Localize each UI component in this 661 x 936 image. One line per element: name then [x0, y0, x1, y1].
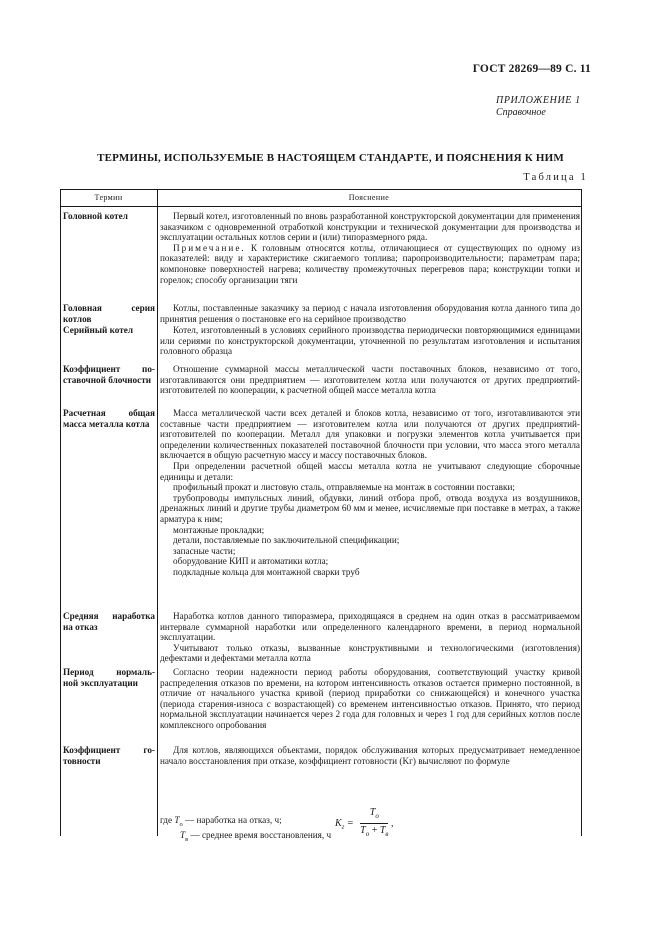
document-title: ТЕРМИНЫ, ИСПОЛЬЗУЕМЫЕ В НАСТОЯЩЕМ СТАНДАРТЕ, И ПОЯСНЕНИЯ К НИМ: [97, 152, 564, 164]
formula-tail: ,: [388, 817, 394, 829]
formula-legend: [160, 815, 331, 846]
term-head-series: [63, 303, 155, 324]
explanation-head-boiler: [160, 211, 580, 285]
legend-row: [160, 815, 331, 830]
explanation-paragraph: профильный прокат и листовую сталь, отправляемые на монтаж в состоянии поставки;: [173, 482, 515, 493]
term-line: Расчетная общая: [63, 408, 155, 418]
list-item: монтажные прокладки;: [173, 524, 265, 535]
legend-symbol: T: [174, 815, 180, 825]
explanation-normal-operation: [160, 667, 580, 731]
term-line: на отказ: [63, 621, 98, 632]
term-metal-mass: [63, 408, 155, 429]
legend-row: [160, 830, 331, 845]
table-column-divider: [157, 189, 158, 836]
formula-den-symbol: T: [379, 825, 386, 836]
term-line: Период нормаль-: [63, 667, 155, 677]
explanation-paragraph: Масса металлической части всех деталей и блоков котла, независимо от того, изготавливаются эти составные части предприятием — изготовителем котла или получаются от других предприятий-изготовителей по кооперации. Металл для упаковки и погрузки элементов котла учитывается при определении количественных показателей поставочной блочности при условии, что масса этого металла включается в общую расчетную массу и массу поставочных блоков.: [160, 408, 580, 461]
formula-fraction: [360, 807, 388, 840]
formula-plus: +: [369, 825, 380, 836]
explanation-paragraph: Котел, изготовленный в условиях серийного производства периодически повторяющимися единицами или сериями по конструкторской документации, уточненной по результатам изготовления и испытания головного образца: [160, 325, 580, 357]
legend-prefix: где: [160, 815, 175, 825]
legend-sub: в: [185, 836, 189, 844]
term-line: масса металла котла: [63, 418, 150, 429]
term-line: ной эксплуатации: [63, 677, 138, 688]
note-text: К головным относятся котлы, отличающиеся от существующих по одному из показателей: виду и характеристике сжигаемого топлива; паропроизводительности; параметрам пара; компоновке поверхностей нагрева; количеству промежуточных перегревов пара; конструкции топки и горелок; способу организации тяги: [160, 242, 580, 285]
term-serial-boiler: Серийный котел: [63, 325, 133, 335]
formula-num-sub: о: [375, 812, 379, 820]
list-item: детали, поставляемые по заключительной спецификации;: [173, 535, 400, 546]
term-availability: [63, 745, 155, 766]
term-line: Коэффициент го-: [63, 745, 155, 755]
note-label: Примечание.: [173, 242, 246, 253]
explanation-block-coefficient: [160, 364, 580, 396]
term-line: Головная серия: [63, 303, 155, 313]
explanation-paragraph: Котлы, поставленные заказчику за период с начала изготовления оборудования котла данного типа до принятия решения о постановке его на серийное производство: [160, 303, 580, 324]
explanation-paragraph: Отношение суммарной массы металлической части поставочных блоков, независимо от того, изготавливаются они предприятием — изготовителем котла или получаются от других предприятий-изготовителей по кооперации, к расчетной общей массе металла котла: [160, 364, 580, 396]
explanation-mtbf: [160, 611, 580, 664]
table-label: Таблица 1: [523, 172, 588, 183]
term-line: Средняя наработка: [63, 611, 155, 621]
term-line: котлов: [63, 313, 92, 324]
legend-text: — наработка на отказ, ч;: [182, 815, 282, 825]
table-header-rule: [60, 206, 582, 207]
appendix-subtitle: Справочное: [496, 107, 546, 118]
term-line: товности: [63, 755, 101, 766]
formula-den-sub: о: [365, 830, 370, 838]
list-item: подкладные кольца для монтажной сварки труб: [173, 566, 360, 577]
column-header-explanation: Пояснение: [348, 193, 390, 202]
explanation-paragraph: При определении расчетной общей массы металла котла не учитывают следующие сборочные единицы и детали:: [160, 460, 580, 482]
formula-lhs: K: [335, 817, 342, 829]
legend-symbol: T: [180, 830, 186, 841]
explanation-paragraph: Согласно теории надежности период работы оборудования, соответствующий участку кривой распределения отказов по времени, на котором интенсивность отказов остается примерно постоянной, в отличие от начального участка кривой (период приработки со снижающейся) и конечного участка (периода старения-износа с возрастающей) со временем интенсивностью отказов. Принято, что период нормальной эксплуатации начинается через 2 года для головных и через 1 год для серийных котлов после комплексного опробования: [160, 667, 580, 730]
term-head-boiler: Головной котел: [63, 211, 128, 221]
explanation-paragraph: Первый котел, изготовленный по вновь разработанной конструкторской документации для применения заказчиком с одновременной отработкой конструкции и технической документации для производства и эксплуатации остальных котлов серии и (или) типоразмерного ряда.: [160, 211, 580, 243]
term-mtbf: [63, 611, 155, 632]
appendix-title: ПРИЛОЖЕНИЕ 1: [496, 95, 581, 106]
term-line: Коэффициент по-: [63, 364, 155, 374]
explanation-paragraph: Для котлов, являющихся объектами, порядок обслуживания которых предусматривает немедленное начало восстановления при отказе, коэффициент готовности (Kг) вычисляют по формуле: [160, 745, 580, 766]
explanation-availability: [160, 745, 580, 766]
explanation-paragraph: трубопроводы импульсных линий, обдувки, линий отбора проб, отвода воздуха из воздушников, дренажных линий и другие трубы диаметром 60 мм и менее, исчисляемые при поставке в метрах, а также арматура к ним;: [160, 492, 580, 524]
term-block-coefficient: [63, 364, 155, 385]
formula-denominator: [360, 824, 388, 840]
explanation-paragraph: Наработка котлов данного типоразмера, приходящаяся в среднем на один отказ в рассматриваемом интервале суммарной наработки или определенного календарного времени, в период нормальной эксплуатации.: [160, 611, 580, 643]
column-header-term: Термин: [94, 193, 123, 202]
explanation-metal-mass: [160, 408, 580, 578]
formula-num-symbol: T: [369, 807, 376, 818]
table-left-rule: [60, 189, 61, 836]
explanation-serial-boiler: [160, 325, 580, 357]
page-header: ГОСТ 28269—89 С. 11: [472, 63, 591, 75]
table-right-rule: [581, 189, 582, 836]
appendix-block: [496, 95, 581, 119]
legend-sub: о: [179, 820, 183, 828]
explanation-head-series: [160, 303, 580, 324]
formula-numerator: [360, 807, 388, 824]
term-line: ставочной блочности: [63, 374, 152, 385]
availability-formula: $K_г$ = $\frac{T_о}{T_о + T_в}$ ,: [335, 807, 394, 838]
legend-text: — среднее время восстановления, ч: [188, 830, 332, 841]
list-item: оборудование КИП и автоматики котла;: [173, 556, 329, 567]
formula-lhs-sub: г: [341, 822, 345, 831]
formula-den-sub: в: [385, 830, 389, 838]
term-normal-operation: [63, 667, 155, 688]
note-paragraph: [160, 243, 580, 285]
formula-den-symbol: T: [360, 825, 366, 836]
explanation-paragraph: Учитывают только отказы, вызванные конструктивными и технологическими (изготовления) дефектами и дефектами металла котла: [160, 642, 580, 664]
list-item: запасные части;: [173, 545, 236, 556]
